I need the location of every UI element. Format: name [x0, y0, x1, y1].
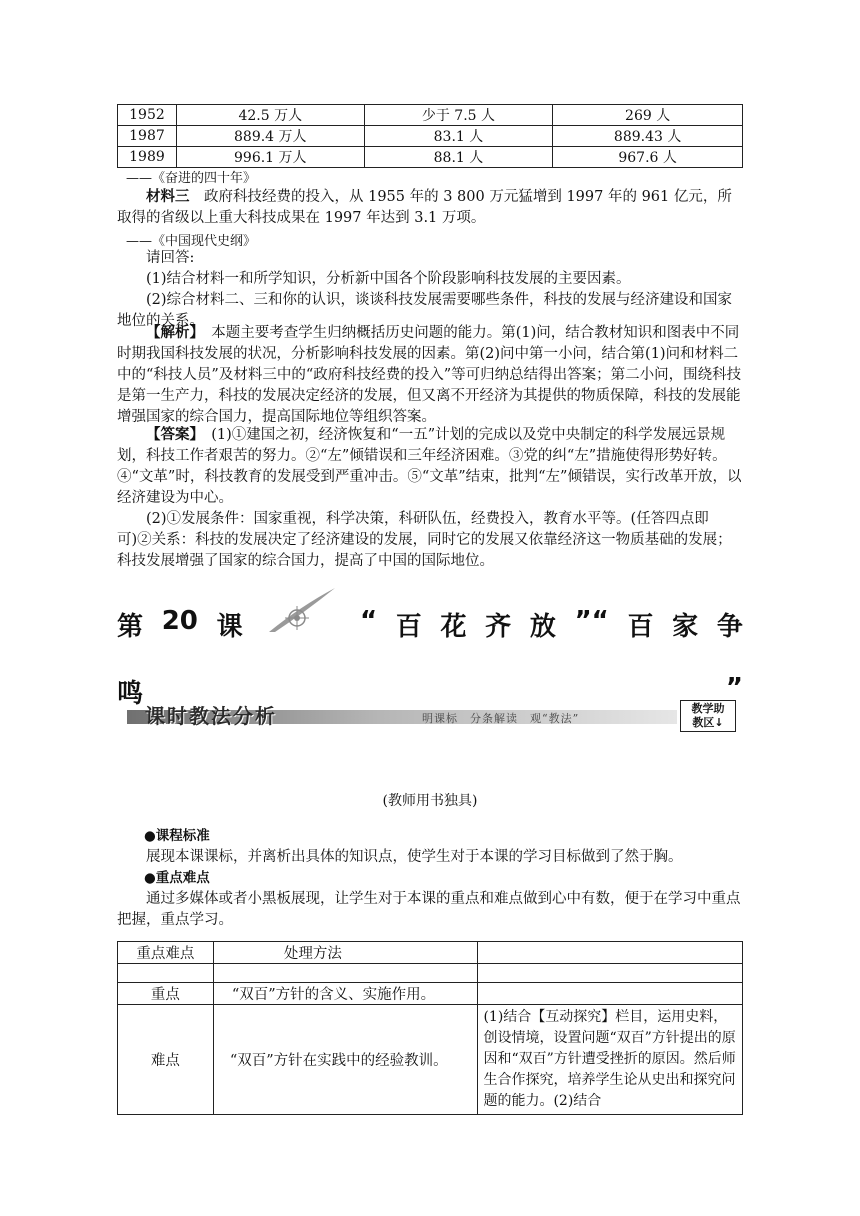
material-3	[117, 186, 743, 229]
title-char: 第	[117, 612, 144, 642]
table-cell: 难点	[118, 1005, 214, 1115]
table-cell: 967.6 人	[553, 147, 743, 168]
title-char: 齐	[485, 612, 512, 642]
table-header-row	[118, 942, 743, 964]
table-cell: 少于 7.5 人	[364, 105, 553, 126]
analysis	[117, 322, 743, 428]
table-cell: (1)结合【互动探究】栏目，运用史料，创设情境，设置问题“双百”方针提出的原因和“双百”方针遭受挫折的原因。然后师生合作探究，培养学生论从史出和探究问题的能力。(2)结合	[478, 1005, 743, 1115]
teacher-note: (教师用书独具)	[382, 793, 478, 809]
table-row	[118, 147, 743, 168]
table-cell: 1987	[118, 126, 177, 147]
table-cell: 83.1 人	[364, 126, 553, 147]
title-char: 花	[440, 612, 467, 642]
table-cell	[118, 964, 214, 983]
table-cell: 996.1 万人	[176, 147, 364, 168]
table-cell: 42.5 万人	[176, 105, 364, 126]
teaching-aid-badge[interactable]	[680, 700, 736, 732]
stats-table	[117, 104, 743, 168]
title-decoration-icon	[261, 606, 341, 665]
badge-line-2: 教区↓	[692, 716, 724, 729]
badge-line-1: 教学助	[691, 702, 725, 715]
table-cell: 889.4 万人	[176, 126, 364, 147]
table-header	[478, 942, 743, 964]
table-cell: 重点	[118, 983, 214, 1005]
table-header: 处理方法	[213, 942, 478, 964]
table-row	[118, 964, 743, 983]
table-row	[118, 983, 743, 1005]
source-citation-2: ——《中国现代史纲》	[126, 234, 257, 249]
title-char: 百	[627, 612, 654, 642]
question-1: (1)结合材料一和所学知识，分析新中国各个阶段影响科技发展的主要因素。	[146, 271, 631, 287]
title-char: 课	[216, 612, 243, 642]
title-char: “	[359, 606, 378, 636]
answer-label: 【答案】	[146, 426, 197, 443]
table-cell: 269 人	[553, 105, 743, 126]
banner-title: 课时教法分析	[145, 704, 277, 728]
method-table	[117, 941, 743, 1115]
course-standard-heading: ●课程标准	[144, 828, 210, 844]
prompt: 请回答:	[146, 250, 195, 266]
table-cell	[478, 983, 743, 1005]
table-row	[118, 105, 743, 126]
material-3-text: 政府科技经费的投入，从 1955 年的 3 800 万元猛增到 1997 年的 961 亿元，所取得的省级以上重大科技成果在 1997 年达到 3.1 万项。	[117, 189, 732, 226]
lesson-title	[117, 606, 743, 710]
table-cell: “双百”方针在实践中的经验教训。	[213, 1005, 478, 1115]
section-banner	[127, 700, 739, 732]
table-cell	[478, 964, 743, 983]
analysis-text: 本题主要考查学生归纳概括历史问题的能力。第(1)问，结合教材知识和图表中不同时期我国科技发展的状况，分析影响科技发展的因素。第(2)问中第一小问，结合第(1)问和材料二中的“科技人员”及材料三中的“政府科技经费的投入”等可归纳总结得出答案；第二小问，围绕科技是第一生产力，科技的发展决定经济的发展，但又离不开经济为其提供的物质保障，科技的发展能增强国家的综合国力，提高国际地位等组织答案。	[117, 325, 742, 425]
title-char: 鸣	[117, 679, 144, 709]
key-points-heading: ●重点难点	[144, 870, 210, 886]
answer-text-1: (1)①建国之初，经济恢复和“一五”计划的完成以及党中央制定的科学发展远景规划，科技工作者艰苦的努力。②“左”倾错误和三年经济困难。③党的纠“左”措施使得形势好转。④“文革”时，科技教育的发展受到严重冲击。⑤“文革”结束，批判“左”倾错误，实行改革开放，以经济建设为中心。	[117, 427, 742, 506]
title-char: 百	[395, 612, 422, 642]
key-points-text: 通过多媒体或者小黑板展现，让学生对于本课的重点和难点做到心中有数，便于在学习中重点把握，重点学习。	[117, 891, 741, 928]
answer	[117, 424, 743, 572]
questions	[117, 248, 743, 332]
question-2: (2)综合材料二、三和你的认识，谈谈科技发展需要哪些条件，科技的发展与经济建设和国家地位的关系。	[117, 292, 733, 329]
title-char: ”	[725, 673, 743, 703]
source-citation-1: ——《奋进的四十年》	[126, 171, 257, 186]
course-standard	[117, 826, 743, 931]
table-cell: 889.43 人	[553, 126, 743, 147]
material-3-label: 材料三	[146, 188, 190, 205]
table-cell: “双百”方针的含义、实施作用。	[213, 983, 478, 1005]
answer-text-2: (2)①发展条件：国家重视，科学决策，科研队伍，经费投入，教育水平等。(任答四点即可)②关系：科技的发展决定了经济建设的发展，同时它的发展又依靠经济这一物质基础的发展；科技发展增强了国家的综合国力，提高了中国的国际地位。	[117, 511, 732, 569]
title-char: 放	[529, 612, 556, 642]
title-char: 争	[716, 612, 743, 642]
table-header: 重点难点	[118, 942, 214, 964]
table-row	[118, 126, 743, 147]
analysis-label: 【解析】	[146, 324, 197, 341]
table-cell: 88.1 人	[364, 147, 553, 168]
title-char: 20	[161, 606, 198, 636]
title-char: ”“	[574, 606, 609, 636]
table-cell: 1952	[118, 105, 177, 126]
banner-subtitle: 明课标 分条解读 观“教法”	[422, 712, 580, 725]
lesson-title-line-1	[117, 606, 743, 665]
course-standard-text: 展现本课课标，并离析出具体的知识点，使学生对于本课的学习目标做到了然于胸。	[146, 849, 683, 865]
table-cell: 1989	[118, 147, 177, 168]
title-char: 家	[672, 612, 699, 642]
table-cell	[213, 964, 478, 983]
table-row	[118, 1005, 743, 1115]
